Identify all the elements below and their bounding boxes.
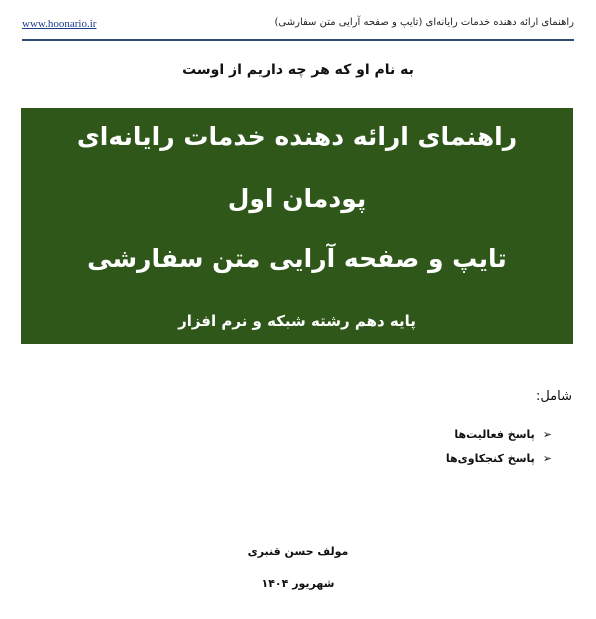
arrow-bullet-icon: ➢ xyxy=(542,427,552,441)
banner-grade: پایه دهم رشته شبکه و نرم افزار xyxy=(178,312,416,330)
header-divider xyxy=(22,39,574,41)
contents-list xyxy=(352,422,552,470)
banner-title: راهنمای ارائه دهنده خدمات رایانه‌ای xyxy=(76,122,518,151)
list-item xyxy=(352,446,552,470)
date-line: شهریور ۱۴۰۴ xyxy=(261,577,335,590)
header-title: راهنمای ارائه دهنده خدمات رایانه‌ای (تایپ و صفحه آرایی متن سفارشی) xyxy=(274,17,574,28)
title-banner xyxy=(21,108,573,344)
page-header xyxy=(22,14,574,38)
arrow-bullet-icon: ➢ xyxy=(542,451,552,465)
list-item xyxy=(352,422,552,446)
website-link[interactable]: www.hoonario.ir xyxy=(22,18,97,30)
banner-subject: تایپ و صفحه آرایی متن سفارشی xyxy=(87,244,507,273)
author-line: مولف حسن قنبری xyxy=(247,545,349,558)
includes-label: شامل: xyxy=(535,389,572,404)
list-item-label: پاسخ فعالیت‌ها xyxy=(454,427,535,441)
basmala-heading: به نام او که هر چه داریم از اوست xyxy=(182,62,414,78)
banner-module: پودمان اول xyxy=(227,184,367,213)
list-item-label: پاسخ کنجکاوی‌ها xyxy=(445,451,535,465)
